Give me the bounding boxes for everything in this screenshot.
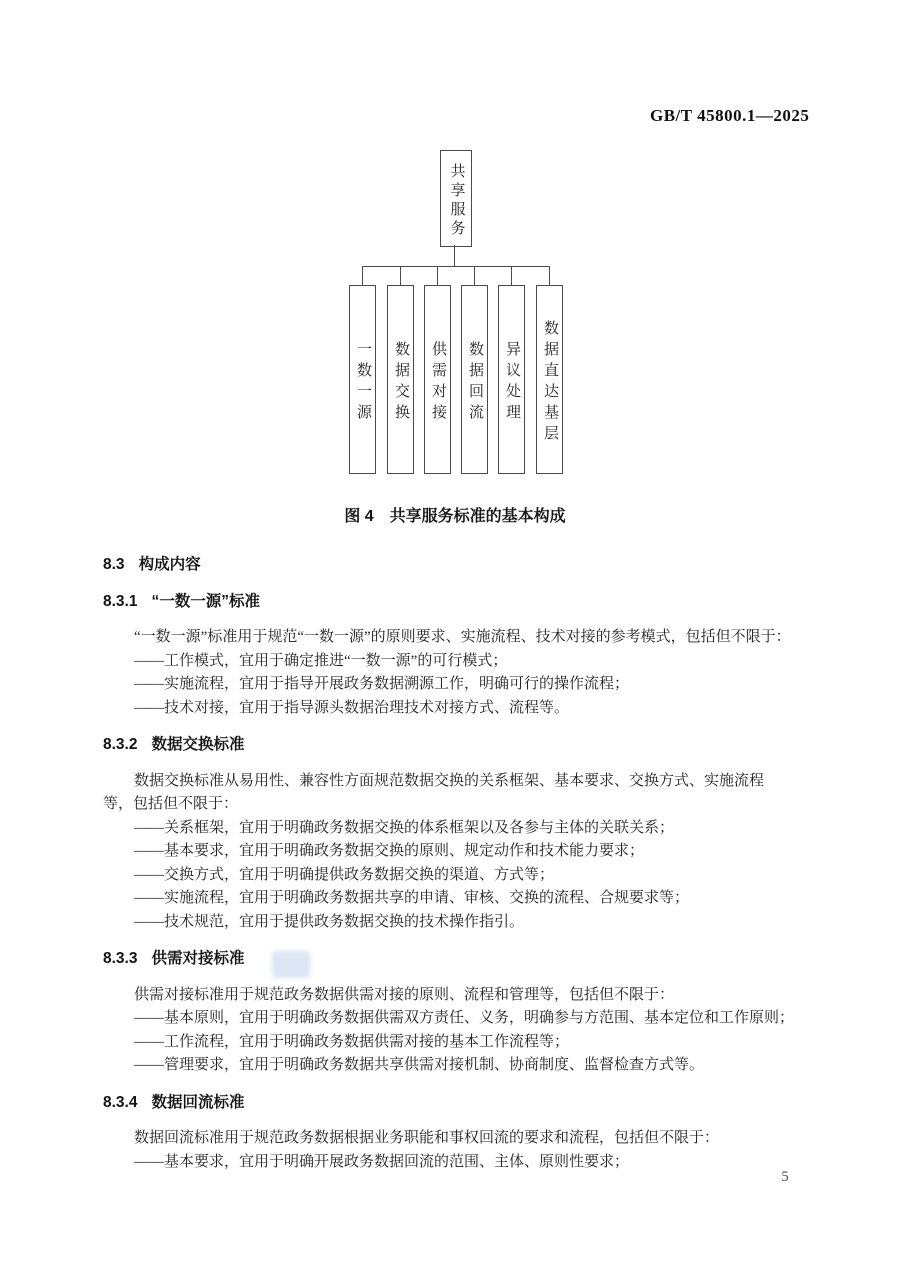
section-number: 8.3.3 (103, 950, 138, 967)
section-title: 数据回流标准 (151, 1093, 245, 1111)
diagram-child-label: 供需对接 (430, 340, 446, 425)
body-text-line: 等，包括但不限于： (103, 796, 239, 812)
connector-stub-line (437, 266, 438, 285)
diagram-child-box (349, 285, 376, 474)
diagram-root-label: 共享服务 (448, 162, 465, 239)
section-number: 8.3 (103, 556, 125, 573)
figure-caption: 图 4 共享服务标准的基本构成 (344, 508, 566, 525)
connector-stub-line (474, 266, 475, 285)
diagram-child-label: 异议处理 (504, 340, 520, 425)
body-text-line: ——技术规范，宜用于提供政务数据交换的技术操作指引。 (134, 913, 525, 930)
section-number: 8.3.1 (103, 592, 138, 610)
body-text-line: ——基本要求，宜用于明确开展政务数据回流的范围、主体、原则性要求； (134, 1153, 630, 1170)
diagram-child-box (387, 285, 414, 474)
body-text-line: 数据交换标准从易用性、兼容性方面规范数据交换的关系框架、基本要求、交换方式、实施流程 (134, 772, 765, 789)
page-number: 5 (781, 1169, 789, 1185)
body-text-line: ——基本原则，宜用于明确政务数据供需双方责任、义务，明确参与方范围、基本定位和工作原则； (134, 1010, 795, 1026)
body-text-line: ——技术对接，宜用于指导源头数据治理技术对接方式、流程等。 (134, 699, 570, 716)
body-text-line: 供需对接标准用于规范政务数据供需对接的原则、流程和管理等，包括但不限于： (134, 986, 675, 1003)
diagram-child-box (536, 285, 563, 474)
diagram-child-box (461, 285, 488, 474)
connector-stub-line (549, 266, 550, 285)
section-heading (103, 590, 833, 614)
section-heading (103, 1091, 833, 1115)
body-text-line: ——关系框架，宜用于明确政务数据交换的体系框架以及各参与主体的关联关系； (134, 819, 675, 836)
diagram-child-label: 数据交换 (393, 340, 409, 425)
diagram-child-label: 数据回流 (467, 340, 483, 425)
section-number: 8.3.4 (103, 1093, 138, 1111)
connector-root-drop-line (454, 245, 455, 267)
figure-4-diagram (0, 0, 900, 540)
body-text-line: ——实施流程，宜用于指导开展政务数据溯源工作，明确可行的操作流程； (134, 676, 630, 692)
section-number: 8.3.2 (103, 736, 138, 753)
diagram-root-box (440, 150, 472, 247)
diagram-child-label: 数据直达基层 (542, 319, 558, 446)
section-title: 构成内容 (138, 556, 201, 573)
body-text-line: 数据回流标准用于规范政务数据根据业务职能和事权回流的要求和流程，包括但不限于： (134, 1130, 720, 1146)
section-title: “一数一源”标准 (151, 592, 260, 610)
connector-stub-line (511, 266, 512, 285)
diagram-child-label: 一数一源 (355, 340, 371, 425)
diagram-child-box (498, 285, 525, 474)
section-heading (103, 553, 833, 577)
connector-stub-line (362, 266, 363, 285)
standard-code-header: GB/T 45800.1—2025 (650, 106, 810, 125)
body-text-line: “一数一源”标准用于规范“一数一源”的原则要求、实施流程、技术对接的参考模式，包括但不限于： (134, 629, 791, 645)
section-text-block (103, 540, 833, 1174)
body-text-line: ——工作模式，宜用于确定推进“一数一源”的可行模式； (134, 652, 508, 669)
body-text-line: ——工作流程，宜用于明确政务数据供需对接的基本工作流程等； (134, 1033, 570, 1050)
section-title: 数据交换标准 (151, 736, 245, 753)
connector-horizontal-line (362, 266, 549, 267)
section-title: 供需对接标准 (151, 950, 245, 967)
connector-stub-line (400, 266, 401, 285)
body-text-line: ——基本要求，宜用于明确政务数据交换的原则、规定动作和技术能力要求； (134, 843, 645, 859)
section-heading (103, 947, 833, 971)
diagram-child-box (424, 285, 451, 474)
section-heading (103, 733, 833, 757)
body-text-line: ——交换方式，宜用于明确提供政务数据交换的渠道、方式等； (134, 866, 555, 883)
body-text-line: ——实施流程，宜用于明确政务数据共享的申请、审核、交换的流程、合规要求等； (134, 890, 690, 906)
body-text-line: ——管理要求，宜用于明确政务数据共享供需对接机制、协商制度、监督检查方式等。 (134, 1057, 705, 1073)
